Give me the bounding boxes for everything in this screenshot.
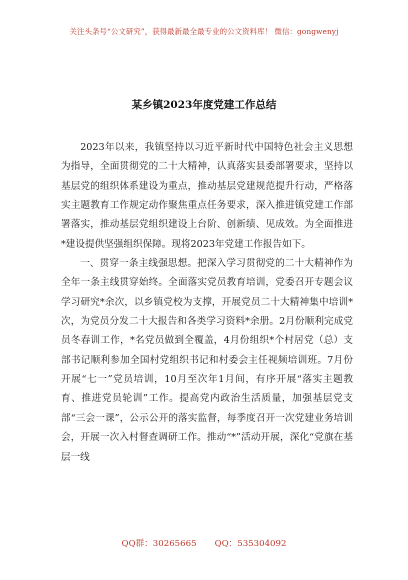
footer-qq: QQ：535304092 <box>214 539 287 549</box>
document-title: 某乡镇2023年度党建工作总结 <box>131 99 277 111</box>
paragraph-section-1: 一、贯穿一条主线强思想。把深入学习贯彻党的二十大精神作为全年一条主线贯穿始终。全面落实党员教育培训，党委召开专题会议学习研究*余次，以乡镇党校为支撑，开展党员二十大精神集中培训*次，为党员分发二十大报告和各类学习资料*余册。2月份顺利完成党员冬春训工作，*名党员做到全覆盖，4月份组织*个村居党（总）支部书记顺利参加全国村党组织书记和村委会主任视频培训班。7月份开展“七一”党员培训，10月至次年1月间，有序开展“落实主题教育、推进党员轮训”工作。提高党内政治生活质量，加强基层党支部“三会一课”，公示公开的落实监督，每季度召开一次党建业务培训会，开展一次入村督查调研工作。推动“*”活动开展，深化“党旗在基层一线 <box>61 258 353 463</box>
document-body <box>61 138 353 467</box>
footer-contact <box>0 537 408 549</box>
header-banner: 关注头条号“公文研究”，获得最新最全最专业的公文资料库！ 微信：gongwenyj <box>69 27 339 36</box>
paragraph-intro: 2023年以来，我镇坚持以习近平新时代中国特色社会主义思想为指导，全面贯彻党的二十大精神，认真落实县委部署要求，坚持以基层党的组织体系建设为重点，推动基层党建规范提升行动，严格落实主题教育工作规定动作聚焦重点任务要求，深入推进镇党建工作部署落实，推动基层党组织建设上台阶、创新绩、见成效。为全面推进*建设提供坚强组织保障。现将2023年党建工作报告如下。 <box>61 142 353 250</box>
footer-qq-group: QQ群：30265665 <box>121 539 197 549</box>
